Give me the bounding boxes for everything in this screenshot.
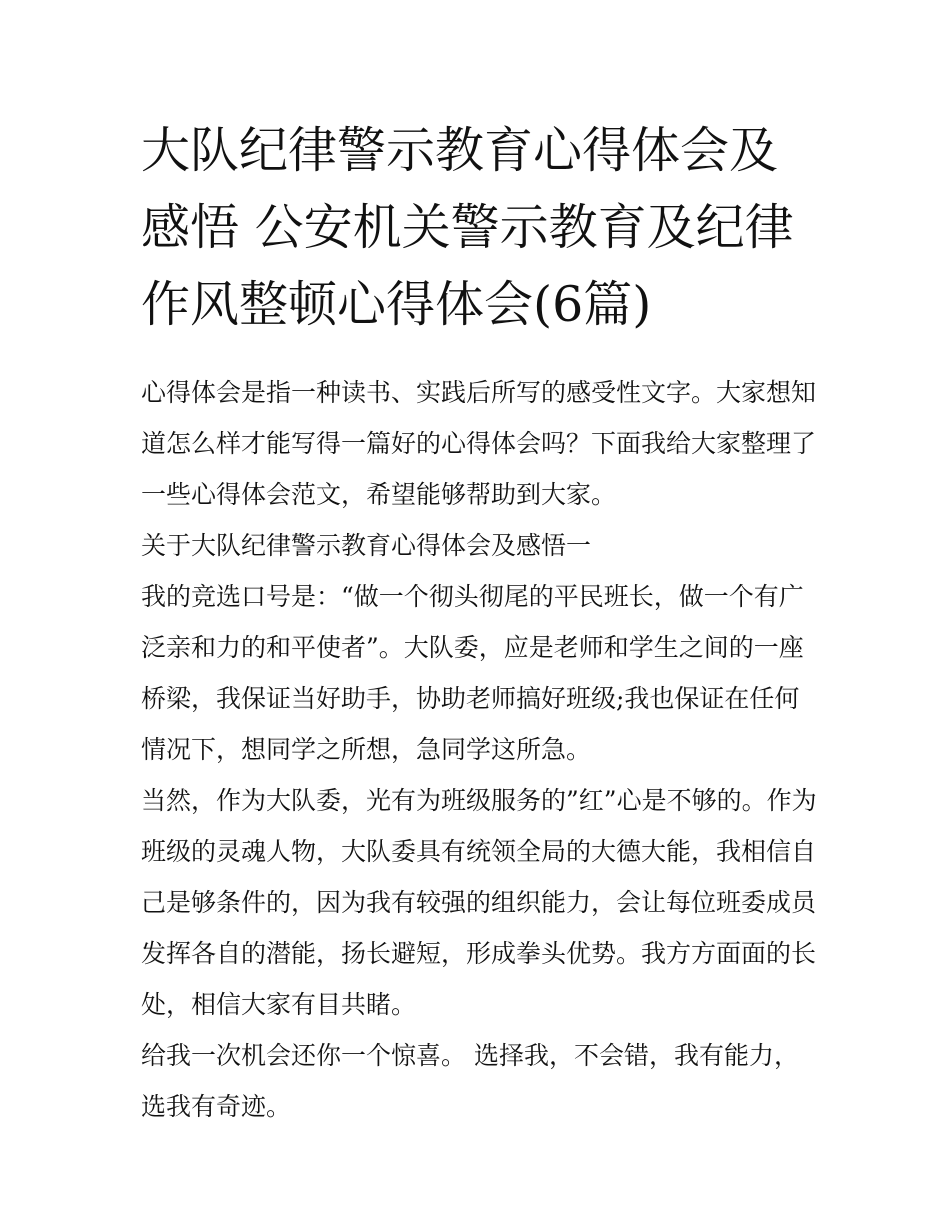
document-title: 大队纪律警示教育心得体会及感悟 公安机关警示教育及纪律作风整顿心得体会(6篇) [141,122,794,333]
intro-paragraph: 心得体会是指一种读书、实践后所写的感受性文字。大家想知道怎么样才能写得一篇好的心得体会吗？下面我给大家整理了一些心得体会范文，希望能够帮助到大家。 [141,378,817,509]
document-page [141,112,821,1132]
body-paragraph-1: 我的竞选口号是：“做一个彻头彻尾的平民班长，做一个有广泛亲和力的和平使者”。大队委，应是老师和学生之间的一座桥梁，我保证当好助手，协助老师搞好班级;我也保证在任何情况下，想同学之所想，急同学这所急。 [141,582,804,764]
section-heading: 关于大队纪律警示教育心得体会及感悟一 [141,531,592,560]
body-paragraph-2: 当然，作为大队委，光有为班级服务的”红”心是不够的。作为班级的灵魂人物，大队委具有统领全局的大德大能，我相信自己是够条件的，因为我有较强的组织能力，会让每位班委成员发挥各自的潜能，扬长避短，形成拳头优势。我方方面面的长处，相信大家有目共睹。 [141,786,817,1019]
body-paragraph-3: 给我一次机会还你一个惊喜。 选择我，不会错，我有能力，选我有奇迹。 [141,1041,799,1121]
